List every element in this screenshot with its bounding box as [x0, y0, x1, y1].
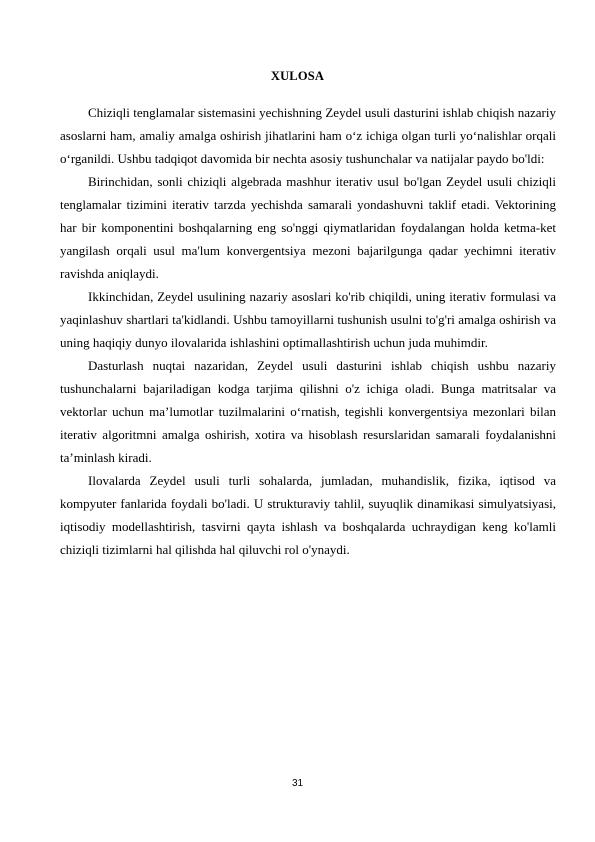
paragraph-text: Dasturlash nuqtai nazaridan, Zeydel usuli dasturini ishlab chiqish ushbu nazariy tushunchalarni bajariladigan kodga tarjima qilishni o'z ichiga oladi. Bunga matritsalar va vektorlar uchun ma’lumotlar tuzilmalarini o‘rnatish, tegishli konvergentsiya mezonlari bilan iterativ algoritmni amalga oshirish, xotira va hisoblash resurslaridan samarali foydalanishni ta’minlash kiradi.	[60, 358, 556, 465]
paragraph	[60, 285, 556, 354]
body-text	[60, 101, 556, 561]
paragraph-text: Ilovalarda Zeydel usuli turli sohalarda, jumladan, muhandislik, fizika, iqtisod va kompyuter fanlarida foydali bo'ladi. U strukturaviy tahlil, suyuqlik dinamikasi simulyatsiyasi, iqtisodiy modellashtirish, tasvirni qayta ishlash va boshqalarda uchraydigan keng ko'lamli chiziqli tizimlarni hal qilishda hal qiluvchi rol o'ynaydi.	[60, 473, 556, 557]
page-number: 31	[291, 778, 304, 789]
paragraph	[60, 170, 556, 285]
paragraph-text: Chiziqli tenglamalar sistemasini yechishning Zeydel usuli dasturini ishlab chiqish nazariy asoslarni ham, amaliy amalga oshirish jihatlarini ham o‘z ichiga olgan turli yo‘nalishlar orqali o‘rganildi. Ushbu tadqiqot davomida bir nechta asosiy tushunchalar va natijalar paydo bo'ldi:	[60, 105, 556, 166]
paragraph-text: Birinchidan, sonli chiziqli algebrada mashhur iterativ usul bo'lgan Zeydel usuli chiziqli tenglamalar tizimini iterativ tarzda yechishda samarali yondashuvni taklif etadi. Vektorining har bir komponentini boshqalarning eng so'nggi qiymatlaridan foydalangan holda ketma-ket yangilash orqali usul ma'lum konvergentsiya mezoni bajarilgunga qadar yechimni iterativ ravishda aniqlaydi.	[60, 174, 556, 281]
paragraph	[60, 354, 556, 469]
paragraph-text: Ikkinchidan, Zeydel usulining nazariy asoslari ko'rib chiqildi, uning iterativ formulasi va yaqinlashuv shartlari ta'kidlandi. Ushbu tamoyillarni tushunish usulni to'g'ri amalga oshirish va uning haqiqiy dunyo ilovalarida ishlashini optimallashtirish uchun juda muhimdir.	[60, 289, 556, 350]
paragraph	[60, 101, 556, 170]
paragraph	[60, 469, 556, 561]
section-title: XULOSA	[270, 69, 325, 83]
